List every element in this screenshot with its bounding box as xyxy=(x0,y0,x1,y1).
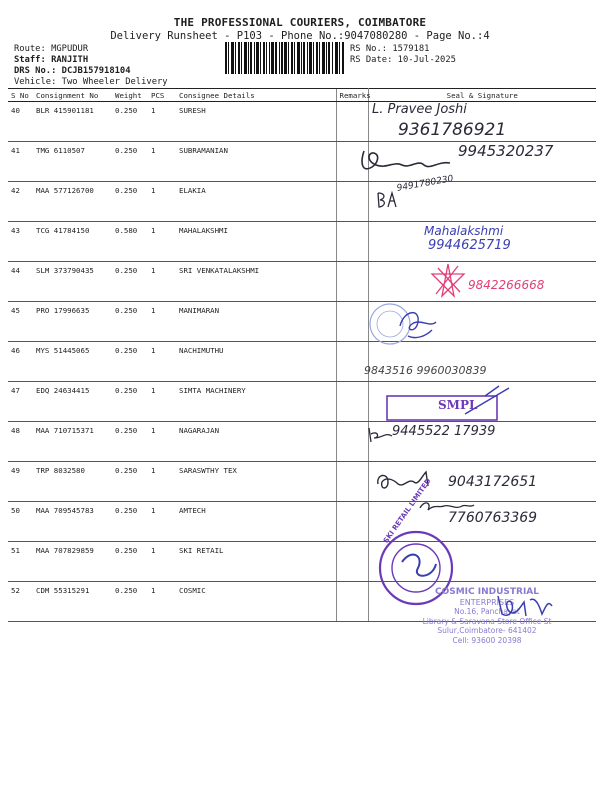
table-row xyxy=(8,182,596,222)
barcode-graphic xyxy=(225,42,345,74)
cell-sno: 51 xyxy=(8,542,33,582)
col-header-sno: S No xyxy=(8,89,33,102)
cell-remarks xyxy=(336,462,368,502)
rs-number: RS No.: 1579181 xyxy=(350,44,430,54)
cell-remarks xyxy=(336,302,368,342)
cell-consignee: SRI VENKATALAKSHMI xyxy=(176,262,336,302)
handwritten-phone-row49: 9043172651 xyxy=(448,474,538,490)
table-body xyxy=(8,102,596,622)
cell-signature xyxy=(368,222,596,262)
cell-weight: 0.250 xyxy=(112,302,148,342)
handwritten-name-row43: Mahalakshmi xyxy=(424,224,504,238)
cell-signature xyxy=(368,102,596,142)
cell-consignee: SIMTA MACHINERY xyxy=(176,382,336,422)
cell-weight: 0.250 xyxy=(112,462,148,502)
cell-cno: TCG 41784150 xyxy=(33,222,112,262)
cell-weight: 0.250 xyxy=(112,582,148,622)
cell-cno: SLM 373790435 xyxy=(33,262,112,302)
seal-line: Library & Saravana Store Office St xyxy=(422,616,552,626)
cell-sno: 46 xyxy=(8,342,33,382)
table-row xyxy=(8,462,596,502)
seal-line: Cell: 93600 20398 xyxy=(452,635,522,645)
seal-line: ENTERPRISES xyxy=(459,597,515,607)
cell-weight: 0.250 xyxy=(112,102,148,142)
col-header-weight: Weight xyxy=(112,89,148,102)
table-row xyxy=(8,262,596,302)
cell-sno: 47 xyxy=(8,382,33,422)
cell-weight: 0.580 xyxy=(112,222,148,262)
cell-cno: TMG 6110507 xyxy=(33,142,112,182)
cell-cno: PRO 17996635 xyxy=(33,302,112,342)
cell-weight: 0.250 xyxy=(112,182,148,222)
cell-signature xyxy=(368,182,596,222)
cell-signature xyxy=(368,422,596,462)
cell-consignee: MAHALAKSHMI xyxy=(176,222,336,262)
cell-remarks xyxy=(336,222,368,262)
handwritten-phone-row43: 9944625719 xyxy=(428,238,511,253)
cell-cno: BLR 415901181 xyxy=(33,102,112,142)
cell-consignee: COSMIC xyxy=(176,582,336,622)
cell-weight: 0.250 xyxy=(112,422,148,462)
cell-cno: CDM 55315291 xyxy=(33,582,112,622)
table-row xyxy=(8,422,596,462)
cell-sno: 48 xyxy=(8,422,33,462)
cell-pcs: 1 xyxy=(148,422,176,462)
cell-sno: 44 xyxy=(8,262,33,302)
company-seal-row52 xyxy=(384,588,590,645)
cell-sno: 49 xyxy=(8,462,33,502)
cell-weight: 0.250 xyxy=(112,142,148,182)
handwritten-phone-row44: 9842266668 xyxy=(468,278,545,292)
table-row xyxy=(8,382,596,422)
company-title: THE PROFESSIONAL COURIERS, COIMBATORE xyxy=(173,16,427,29)
cell-sno: 41 xyxy=(8,142,33,182)
cell-signature xyxy=(368,382,596,422)
cell-consignee: NAGARAJAN xyxy=(176,422,336,462)
cell-pcs: 1 xyxy=(148,462,176,502)
vehicle-label: Vehicle: Two Wheeler Delivery xyxy=(14,77,168,87)
table-header-row xyxy=(8,89,596,102)
cell-signature xyxy=(368,142,596,182)
cell-consignee: AMTECH xyxy=(176,502,336,542)
handwritten-phone-row46: 9843516 9960030839 xyxy=(364,364,487,377)
cell-consignee: SUBRAMANIAN xyxy=(176,142,336,182)
cell-pcs: 1 xyxy=(148,342,176,382)
seal-line: No.16, Panchayat xyxy=(454,607,520,616)
cell-sno: 50 xyxy=(8,502,33,542)
cell-sno: 52 xyxy=(8,582,33,622)
cell-consignee: SARASWTHY TEX xyxy=(176,462,336,502)
cell-pcs: 1 xyxy=(148,542,176,582)
cell-consignee: SKI RETAIL xyxy=(176,542,336,582)
col-header-remarks: Remarks xyxy=(336,89,368,102)
cell-pcs: 1 xyxy=(148,182,176,222)
cell-weight: 0.250 xyxy=(112,342,148,382)
runsheet-subtitle: Delivery Runsheet - P103 - Phone No.:9047080280 - Page No.:4 xyxy=(110,30,490,42)
cell-remarks xyxy=(336,142,368,182)
cell-pcs: 1 xyxy=(148,262,176,302)
col-header-pcs: PCS xyxy=(148,89,176,102)
cell-consignee: SURESH xyxy=(176,102,336,142)
cell-cno: EDQ 24634415 xyxy=(33,382,112,422)
table-row xyxy=(8,142,596,182)
cell-remarks xyxy=(336,342,368,382)
cell-signature xyxy=(368,262,596,302)
cell-cno: MAA 709545783 xyxy=(33,502,112,542)
cell-sno: 43 xyxy=(8,222,33,262)
cell-signature xyxy=(368,342,596,382)
table-row xyxy=(8,542,596,582)
handwritten-phone-row48: 9445522 17939 xyxy=(392,424,496,439)
stamp-text-row47: SMPL xyxy=(438,398,478,412)
cell-weight: 0.250 xyxy=(112,542,148,582)
cell-remarks xyxy=(336,582,368,622)
cell-cno: MAA 707829859 xyxy=(33,542,112,582)
cell-pcs: 1 xyxy=(148,382,176,422)
col-header-signature: Seal & Signature xyxy=(368,89,596,102)
col-header-consignment: Consignment No xyxy=(33,89,112,102)
handwritten-phone-row42: 9491780230 xyxy=(396,174,455,194)
table-row xyxy=(8,102,596,142)
cell-weight: 0.250 xyxy=(112,262,148,302)
cell-remarks xyxy=(336,542,368,582)
cell-sno: 40 xyxy=(8,102,33,142)
seal-line: COSMIC INDUSTRIAL xyxy=(434,587,540,597)
table-row xyxy=(8,342,596,382)
handwritten-phone-row50: 7760763369 xyxy=(448,510,538,526)
cell-signature xyxy=(368,502,596,542)
drs-number: DRS No.: DCJB157918104 xyxy=(14,66,131,76)
cell-weight: 0.250 xyxy=(112,502,148,542)
cell-consignee: MANIMARAN xyxy=(176,302,336,342)
cell-remarks xyxy=(336,502,368,542)
cell-cno: MAA 577126700 xyxy=(33,182,112,222)
cell-remarks xyxy=(336,382,368,422)
seal-line: Sulur,Coimbatore- 641402 xyxy=(437,626,537,635)
cell-consignee: ELAKIA xyxy=(176,182,336,222)
cell-remarks xyxy=(336,422,368,462)
staff-label: Staff: RANJITH xyxy=(14,55,89,65)
cell-cno: TRP 8032580 xyxy=(33,462,112,502)
table-row xyxy=(8,222,596,262)
handwritten-phone-row40: 9361786921 xyxy=(398,120,507,140)
cell-signature xyxy=(368,462,596,502)
cell-pcs: 1 xyxy=(148,302,176,342)
table-row xyxy=(8,502,596,542)
cell-cno: MAA 710715371 xyxy=(33,422,112,462)
cell-sno: 42 xyxy=(8,182,33,222)
cell-sno: 45 xyxy=(8,302,33,342)
cell-pcs: 1 xyxy=(148,582,176,622)
cell-signature xyxy=(368,542,596,582)
delivery-table xyxy=(8,88,596,622)
cell-pcs: 1 xyxy=(148,502,176,542)
cell-remarks xyxy=(336,262,368,302)
handwritten-phone-row41: 9945320237 xyxy=(458,142,554,160)
cell-remarks xyxy=(336,182,368,222)
cell-cno: MYS 51445065 xyxy=(33,342,112,382)
cell-pcs: 1 xyxy=(148,222,176,262)
cell-weight: 0.250 xyxy=(112,382,148,422)
cell-remarks xyxy=(336,102,368,142)
rs-date: RS Date: 10-Jul-2025 xyxy=(350,55,456,65)
cell-signature xyxy=(368,302,596,342)
cell-pcs: 1 xyxy=(148,102,176,142)
col-header-consignee: Consignee Details xyxy=(176,89,336,102)
route-label: Route: MGPUDUR xyxy=(14,44,89,54)
cell-consignee: NACHIMUTHU xyxy=(176,342,336,382)
cell-pcs: 1 xyxy=(148,142,176,182)
handwritten-name-row40: L. Pravee Joshi xyxy=(372,102,467,117)
table-row xyxy=(8,302,596,342)
round-seal-text-row51: SKI RETAIL LIMITED xyxy=(382,477,433,545)
